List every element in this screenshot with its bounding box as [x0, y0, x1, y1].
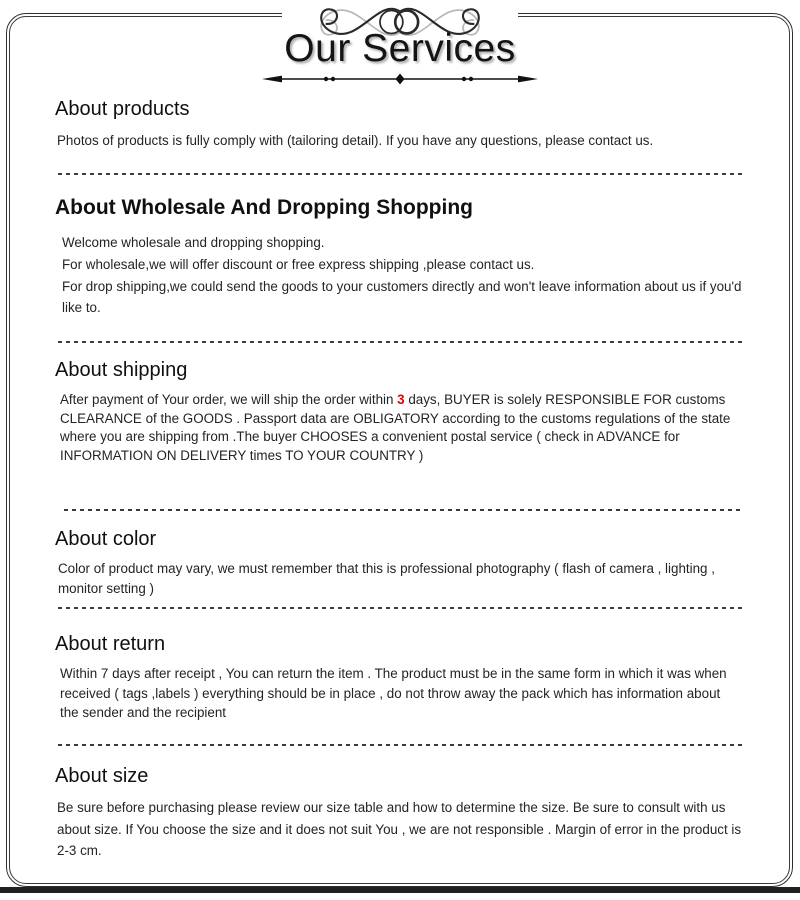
dashed-divider — [58, 341, 742, 343]
wholesale-line: Welcome wholesale and dropping shopping. — [62, 235, 325, 250]
bottom-edge-bar — [0, 887, 800, 893]
dashed-divider — [58, 607, 742, 609]
shipping-text-pre: After payment of Your order, we will ship the order within — [60, 392, 398, 407]
wholesale-line: For drop shipping,we could send the goods to your customers directly and won't leave information about us if you'd like to. — [62, 279, 742, 315]
section-body-shipping — [60, 391, 752, 465]
shipping-text-post: days, BUYER is solely RESPONSIBLE FOR customs CLEARANCE of the GOODS . Passport data are OBLIGATORY according to the customs regulations of the state where you are shipping from .The buyer CHOOSES a convenient postal service ( check in ADVANCE for INFORMATION ON DELIVERY times TO YOUR COUNTRY ) — [60, 392, 731, 463]
section-heading-products: About products — [55, 98, 190, 120]
section-body-products: Photos of products is fully comply with (tailoring detail). If you have any questions, please contact us. — [57, 133, 654, 148]
section-body-wholesale — [62, 232, 764, 319]
section-heading-return: About return — [55, 633, 166, 655]
section-heading-size: About size — [55, 765, 149, 787]
section-body-size: Be sure before purchasing please review our size table and how to determine the size. Be sure to consult with us about size. If You choose the size and it does not suit You , we are not responsible . Margin of error in the product is 2-3 cm. — [57, 800, 742, 858]
shipping-days-highlight: 3 — [397, 392, 405, 407]
section-body-return: Within 7 days after receipt , You can return the item . The product must be in the same form in which it was when received ( tags ,labels ) everything should be in place , do not throw away the pack which has information about the sender and the recipient — [60, 666, 727, 720]
dashed-divider — [58, 744, 742, 746]
dashed-divider — [58, 173, 742, 175]
section-heading-shipping: About shipping — [55, 359, 188, 381]
double-arrow-rule-icon — [260, 70, 540, 88]
section-heading-wholesale: About Wholesale And Dropping Shopping — [55, 196, 474, 219]
dashed-divider — [64, 509, 740, 511]
wholesale-line: For wholesale,we will offer discount or free express shipping ,please contact us. — [62, 257, 535, 272]
section-body-color: Color of product may vary, we must remember that this is professional photography ( flash of camera , lighting , monitor setting ) — [58, 561, 715, 596]
section-heading-color: About color — [55, 528, 157, 550]
page-title: Our Services — [284, 27, 516, 70]
